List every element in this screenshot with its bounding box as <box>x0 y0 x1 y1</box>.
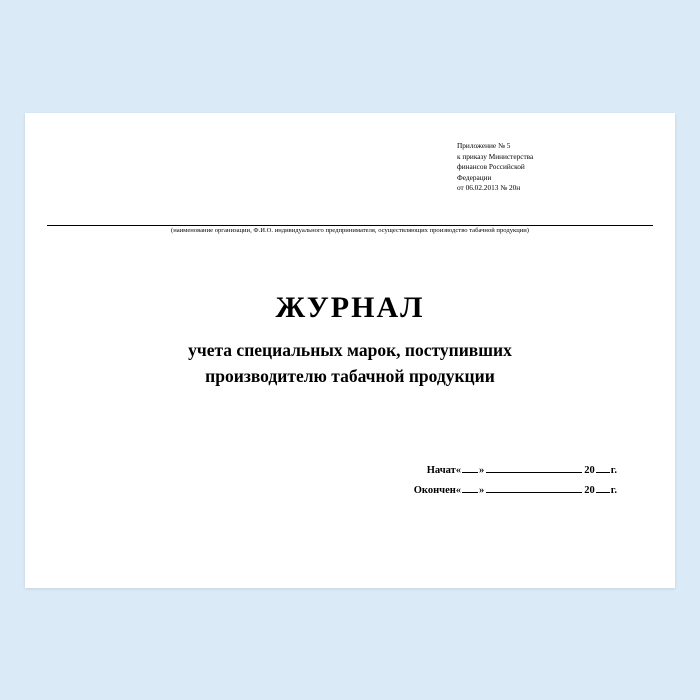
finished-label: Окончен <box>413 485 456 496</box>
finished-year-field[interactable] <box>596 492 610 493</box>
finished-day-field[interactable] <box>462 492 478 493</box>
appendix-line-3: финансов Российской <box>457 162 525 172</box>
started-label: Начат <box>426 465 456 476</box>
document-subtitle-line-2: производителю табачной продукции <box>205 366 495 387</box>
appendix-line-4: Федерации <box>457 172 492 182</box>
started-quote-close: » <box>479 465 485 476</box>
appendix-line-1: Приложение № 5 <box>457 141 511 150</box>
finished-month-field[interactable] <box>486 492 582 493</box>
organization-name-caption: (наименование организации, Ф.И.О. индивидуального предпринимателя, осуществляющих производство табачной продукции) <box>171 227 529 234</box>
appendix-reference <box>457 141 637 194</box>
started-quote-open: « <box>455 465 462 476</box>
started-date-row <box>414 465 617 476</box>
document-title: ЖУРНАЛ <box>275 291 425 324</box>
started-year-field[interactable] <box>596 472 610 473</box>
finished-quote-close: » <box>479 485 485 496</box>
document-subtitle-line-1: учета специальных марок, поступивших <box>188 340 512 360</box>
appendix-line-2: к приказу Министерства <box>457 151 534 161</box>
finished-date-row <box>414 485 617 496</box>
started-day-field[interactable] <box>462 472 478 473</box>
document-subtitle <box>25 337 675 390</box>
finished-year-suffix: г. <box>610 485 617 496</box>
started-year-suffix: г. <box>610 465 617 476</box>
started-year-prefix: 20 <box>584 465 595 476</box>
title-block <box>25 291 675 390</box>
document-sheet <box>25 113 675 588</box>
organization-name-rule <box>47 225 653 226</box>
dates-block <box>414 465 617 505</box>
appendix-line-5: от 06.02.2013 № 20н <box>457 183 521 193</box>
finished-year-prefix: 20 <box>584 485 595 496</box>
started-month-field[interactable] <box>486 472 582 473</box>
finished-quote-open: « <box>455 485 462 496</box>
